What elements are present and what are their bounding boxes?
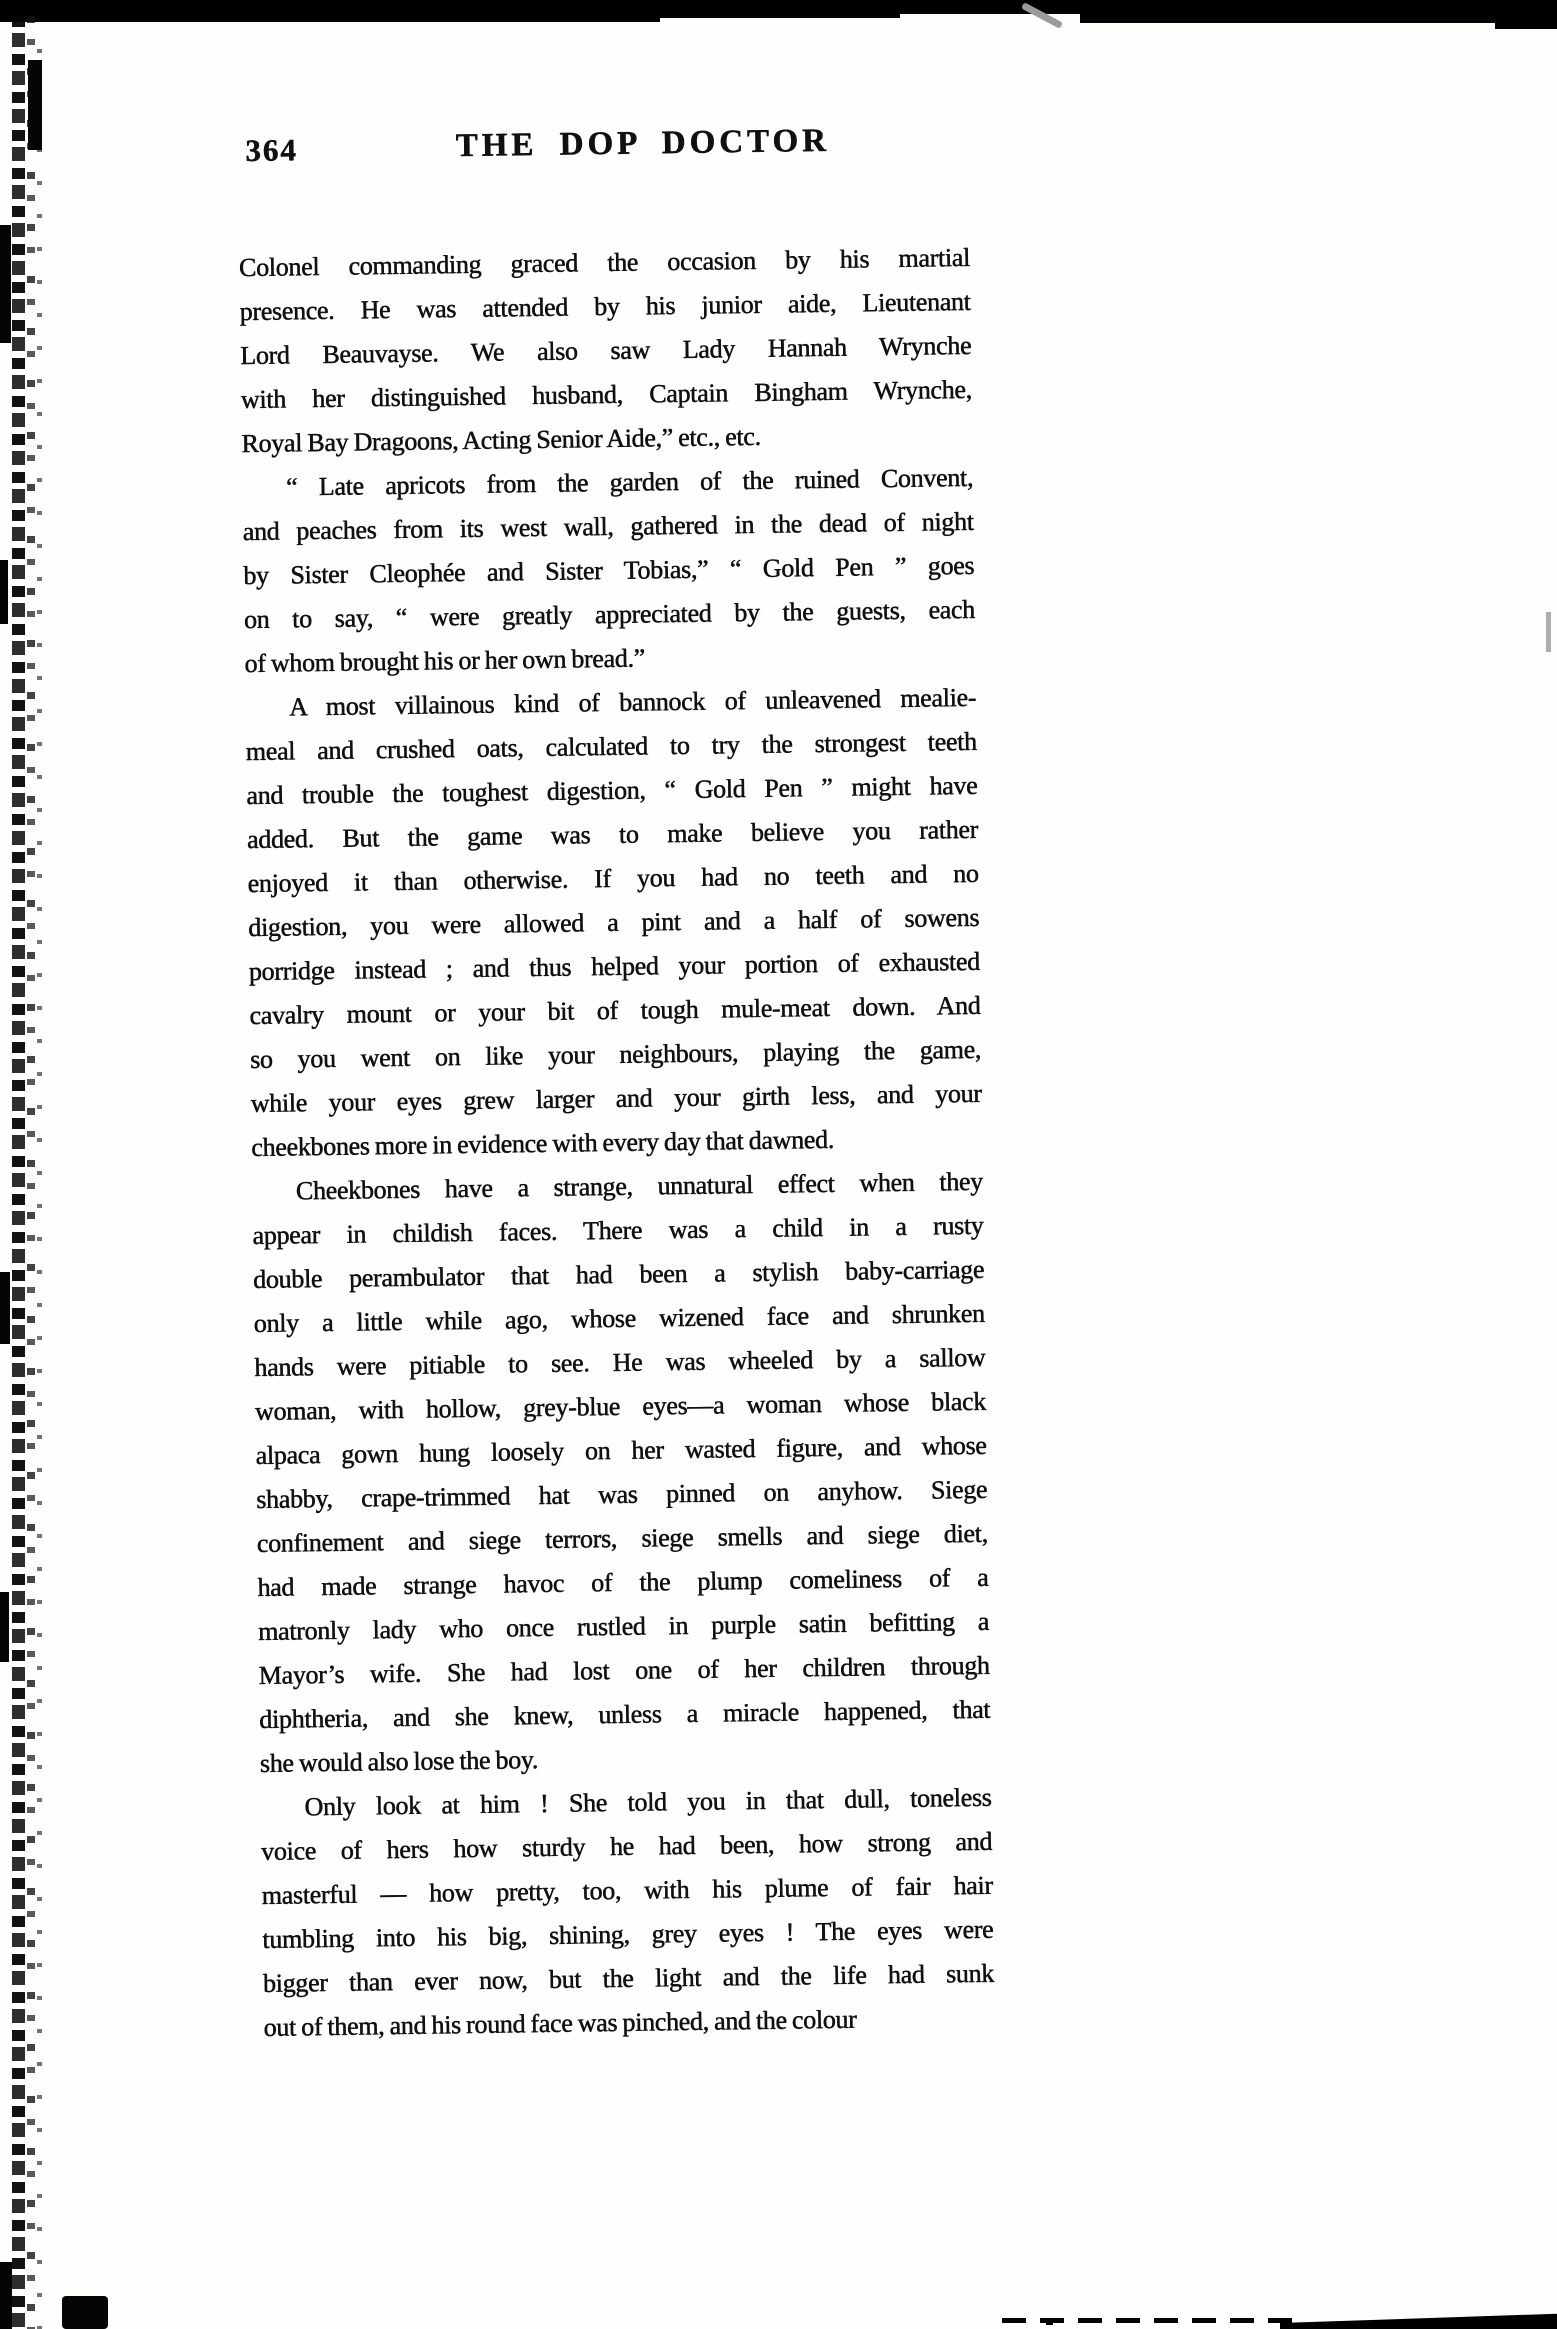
scan-edge-top-segment	[640, 0, 900, 18]
text-line: diphtheria, and she knew, unless a miracle happened, that	[258, 1694, 991, 1734]
binding-ink-blob	[0, 1272, 10, 1344]
text-line: enjoyed it than otherwise. If you had no teeth and no	[247, 858, 979, 898]
text-line: double perambulator that had been a stylish baby-carriage	[252, 1254, 985, 1294]
text-line: matronly lady who once rustled in purple satin befitting a	[257, 1606, 990, 1646]
page-header	[237, 121, 969, 173]
text-line: alpaca gown hung loosely on her wasted figure, and whose	[255, 1430, 987, 1470]
text-line: and peaches from its west wall, gathered in the dead of night	[242, 506, 974, 546]
page-number: 364	[245, 132, 299, 168]
text-line: appear in childish faces. There was a child in a rusty	[252, 1210, 984, 1250]
text-line: A most villainous kind of bannock of unleavened mealie-	[288, 682, 977, 722]
text-line: of whom brought his or her own bread.”	[244, 643, 646, 678]
text-line: presence. He was attended by his junior aide, Lieutenant	[239, 286, 971, 326]
page-content	[237, 121, 995, 2050]
scan-edge-bottom-solid	[1280, 2312, 1557, 2329]
text-line: digestion, you were allowed a pint and a half of sowens	[247, 902, 980, 942]
text-line: woman, with hollow, grey-blue eyes—a woman whose black	[254, 1386, 987, 1426]
text-line: only a little while ago, whose wizened face and shrunken	[253, 1298, 985, 1338]
text-line: hands were pitiable to see. He was wheeled by a sallow	[254, 1342, 986, 1382]
text-line: meal and crushed oats, calculated to try the strongest teeth	[245, 726, 977, 766]
binding-ink-blob	[62, 2296, 108, 2329]
text-line: Colonel commanding graced the occasion by his martial	[238, 242, 971, 282]
text-line: she would also lose the boy.	[259, 1744, 539, 1778]
text-line: had made strange havoc of the plump comeliness of a	[257, 1562, 989, 1602]
text-line: out of them, and his round face was pinched, and the colour	[263, 2004, 857, 2042]
text-line: Lord Beauvayse. We also saw Lady Hannah Wrynche	[239, 330, 972, 370]
binding-ink-blob	[0, 2262, 12, 2329]
scan-edge-top-segment	[1495, 0, 1557, 29]
scan-edge-top-segment	[1080, 0, 1557, 23]
binding-ink-blob	[28, 60, 42, 150]
text-line: “ Late apricots from the garden of the ruined Convent,	[285, 462, 974, 502]
text-line: with her distinguished husband, Captain Bingham Wrynche,	[240, 374, 972, 414]
text-line: cavalry mount or your bit of tough mule-meat down. And	[249, 990, 981, 1030]
scan-speck	[1046, 2321, 1053, 2325]
text-line: confinement and siege terrors, siege smells and siege diet,	[256, 1518, 988, 1558]
text-line: on to say, “ were greatly appreciated by the guests, each	[243, 594, 975, 634]
scan-edge-top-segment	[0, 0, 660, 22]
text-line: tumbling into his big, shining, grey eyes ! The eyes were	[262, 1914, 994, 1954]
text-line: and trouble the toughest digestion, “ Gold Pen ” might have	[246, 770, 978, 810]
binding-ink-blob	[0, 1592, 9, 1662]
text-line: Cheekbones have a strange, unnatural effect when they	[295, 1166, 983, 1206]
text-line: by Sister Cleophée and Sister Tobias,” “ Gold Pen ” goes	[243, 550, 975, 590]
text-block	[239, 236, 995, 2050]
text-line: porridge instead ; and thus helped your portion of exhausted	[248, 946, 980, 986]
text-line: shabby, crape-trimmed hat was pinned on anyhow. Siege	[255, 1474, 988, 1514]
text-line: Royal Bay Dragoons, Acting Senior Aide,” etc., etc.	[241, 421, 761, 458]
text-line: while your eyes grew larger and your girth less, and your	[250, 1078, 982, 1118]
binding-ink-blob	[0, 225, 11, 343]
running-title: THE DOP DOCTOR	[455, 122, 831, 164]
text-line: voice of hers how sturdy he had been, how strong and	[260, 1826, 993, 1866]
binding-ink-blob	[0, 560, 8, 624]
text-line: Mayor’s wife. She had lost one of her children through	[258, 1650, 990, 1690]
text-line: so you went on like your neighbours, playing the game,	[249, 1034, 982, 1074]
binding-shadow	[5, 16, 47, 2329]
text-line: added. But the game was to make believe you rather	[246, 814, 979, 854]
text-line: Only look at him ! She told you in that dull, toneless	[304, 1782, 992, 1822]
text-line: cheekbones more in evidence with every day that dawned.	[250, 1124, 834, 1162]
text-line: masterful — how pretty, too, with his plume of fair hair	[261, 1870, 993, 1910]
scan-smudge-right	[1546, 612, 1551, 652]
text-line: bigger than ever now, but the light and the life had sunk	[262, 1958, 994, 1998]
